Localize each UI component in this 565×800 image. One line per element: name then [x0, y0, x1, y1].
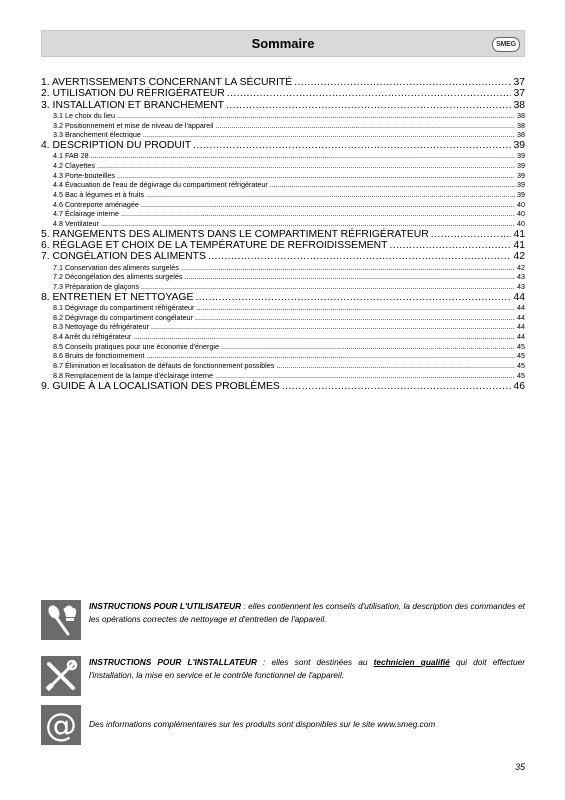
toc-dot-leader: [91, 151, 515, 161]
toc-dot-leader: [146, 190, 515, 200]
installer-instructions-text: [89, 656, 525, 682]
toc-section: [41, 282, 525, 292]
svg-text:@: @: [45, 706, 77, 744]
toc-entry-title: 3.2 Positionnement et mise de niveau de l'appareil: [53, 120, 214, 130]
toc-dot-leader: [227, 88, 512, 99]
web-info-text: Des informations complémentaires sur les produits sont disponibles sur le site www.smeg.com: [89, 719, 436, 729]
tools-icon: [41, 656, 81, 696]
toc-dot-leader: [270, 180, 515, 190]
toc-dot-leader: [195, 313, 515, 323]
at-sign-icon: [41, 705, 81, 745]
toc-dot-leader: [117, 171, 515, 181]
toc-section: [41, 121, 525, 131]
table-of-contents: [41, 77, 525, 392]
toc-entry-title: 9. GUIDE À LA LOCALISATION DES PROBLÈMES: [41, 380, 280, 392]
toc-entry-title: 4.7 Éclairage interne: [53, 209, 119, 219]
toc-page-number: 39: [517, 190, 525, 199]
toc-page-number: 41: [513, 240, 525, 252]
toc-entry-title: 4.1 FAB 28: [53, 151, 89, 161]
toc-section: [41, 342, 525, 352]
toc-entry-title: 4.6 Contreporte aménagée: [53, 199, 139, 209]
toc-entry-title: 8. ENTRETIEN ET NETTOYAGE: [41, 291, 194, 303]
toc-entry-title: 8.3 Nettoyage du réfrigérateur: [53, 322, 149, 332]
toc-chapter: [41, 251, 525, 262]
toc-page-number: 42: [513, 251, 525, 263]
user-instructions-label: INSTRUCTIONS POUR L'UTILISATEUR: [89, 601, 242, 611]
toc-dot-leader: [294, 77, 511, 88]
toc-page-number: 39: [513, 139, 525, 151]
toc-section: [41, 130, 525, 140]
toc-dot-leader: [276, 361, 515, 371]
toc-entry-title: 8.8 Remplacement de la lampe d'éclairage interne: [53, 370, 213, 380]
toc-dot-leader: [141, 282, 515, 292]
toc-page-number: 39: [517, 151, 525, 161]
toc-section: [41, 272, 525, 282]
toc-page-number: 41: [513, 228, 525, 240]
toc-entry-title: 8.5 Conseils pratiques pour une économie d'énergie: [53, 341, 219, 351]
toc-entry-title: 4.2 Clayettes: [53, 160, 95, 170]
toc-page-number: 45: [517, 361, 525, 371]
toc-page-number: 39: [517, 180, 525, 190]
toc-dot-leader: [141, 200, 515, 210]
toc-section: [41, 322, 525, 332]
toc-dot-leader: [193, 140, 511, 151]
toc-dot-leader: [282, 381, 512, 392]
toc-page-number: 38: [513, 99, 525, 111]
toc-entry-title: 8.7 Élimination et localisation de défauts de fonctionnement possibles: [53, 361, 275, 371]
brand-logo: SMEG: [492, 37, 520, 52]
toc-page-number: 42: [517, 262, 525, 272]
toc-chapter: [41, 381, 525, 392]
toc-page-number: 45: [517, 341, 525, 351]
toc-section: [41, 151, 525, 161]
toc-entry-title: 4.3 Porte-bouteilles: [53, 170, 115, 180]
toc-section: [41, 171, 525, 181]
toc-page-number: 39: [517, 170, 525, 180]
toc-page-number: 44: [517, 312, 525, 322]
toc-dot-leader: [97, 161, 515, 171]
toc-entry-title: 4. DESCRIPTION DU PRODUIT: [41, 139, 192, 151]
toc-section: [41, 303, 525, 313]
toc-entry-title: 6. RÉGLAGE ET CHOIX DE LA TEMPÉRATURE DE REFROIDISSEMENT: [41, 240, 388, 252]
user-instructions-desc: : elles contiennent les conseils d'utilisation, la description des commandes et les opérations correctes de nettoyage et d'entretien de l'appareil.: [89, 601, 525, 624]
toc-section: [41, 111, 525, 121]
toc-entry-title: 3.1 Le choix du lieu: [53, 110, 115, 120]
toc-dot-leader: [226, 100, 511, 111]
toc-entry-title: 8.4 Arrêt du réfrigérateur: [53, 332, 132, 342]
toc-page-number: 43: [517, 272, 525, 282]
toc-page-number: 40: [517, 199, 525, 209]
toc-page-number: 38: [517, 120, 525, 130]
toc-page-number: 40: [517, 219, 525, 229]
toc-entry-title: 8.2 Dégivrage du compartiment congélateur: [53, 312, 193, 322]
toc-section: [41, 351, 525, 361]
toc-section: [41, 219, 525, 229]
toc-section: [41, 332, 525, 342]
toc-dot-leader: [208, 251, 511, 262]
toc-chapter: [41, 77, 525, 88]
toc-entry-title: 4.5 Bac à légumes et à fruits: [53, 190, 145, 199]
toc-entry-title: 2. UTILISATION DU RÉFRIGÉRATEUR: [41, 88, 225, 100]
toc-dot-leader: [221, 342, 515, 352]
header-bar: [41, 30, 525, 57]
toc-section: [41, 200, 525, 210]
toc-entry-title: 5. RANGEMENTS DES ALIMENTS DANS LE COMPARTIMENT RÉFRIGÉRATEUR: [41, 228, 429, 240]
toc-dot-leader: [117, 111, 515, 121]
toc-chapter: [41, 100, 525, 111]
toc-page-number: 37: [513, 77, 525, 88]
toc-chapter: [41, 292, 525, 303]
toc-chapter: [41, 88, 525, 99]
toc-page-number: 39: [517, 160, 525, 170]
toc-dot-leader: [389, 240, 511, 251]
toc-dot-leader: [184, 272, 515, 282]
toc-dot-leader: [147, 351, 516, 361]
toc-page-number: 44: [517, 332, 525, 342]
installer-instructions-desc-b: qui doit effectuer l'installation, la mise en service et le contrôle fonctionnel de l'appareil.: [89, 657, 525, 680]
toc-section: [41, 161, 525, 171]
toc-section: [41, 361, 525, 371]
toc-page-number: 45: [517, 370, 525, 380]
toc-section: [41, 180, 525, 190]
toc-dot-leader: [215, 121, 515, 131]
toc-entry-title: 7.1 Conservation des aliments surgelés: [53, 262, 179, 272]
toc-page-number: 45: [517, 351, 525, 361]
toc-section: [41, 209, 525, 219]
toc-dot-leader: [101, 219, 515, 229]
toc-dot-leader: [151, 322, 515, 332]
toc-entry-title: 7.3 Préparation de glaçons: [53, 282, 139, 292]
toc-dot-leader: [215, 371, 515, 381]
toc-page-number: 46: [513, 380, 525, 392]
toc-page-number: 44: [513, 291, 525, 303]
toc-entry-title: 8.6 Bruits de fonctionnement: [53, 351, 145, 361]
toc-page-number: 44: [517, 322, 525, 332]
page-title: Sommaire: [251, 36, 315, 51]
toc-entry-title: 8.1 Dégivrage du compartiment réfrigérateur: [53, 303, 195, 312]
toc-page-number: 37: [513, 88, 525, 100]
toc-dot-leader: [121, 209, 515, 219]
toc-dot-leader: [431, 229, 512, 240]
toc-section: [41, 263, 525, 273]
toc-entry-title: 1. AVERTISSEMENTS CONCERNANT LA SÉCURITÉ: [41, 77, 293, 88]
toc-section: [41, 313, 525, 323]
toc-page-number: 40: [517, 209, 525, 219]
toc-dot-leader: [195, 292, 511, 303]
toc-dot-leader: [196, 303, 515, 313]
qualified-technician-text: technicien qualifié: [373, 657, 450, 667]
toc-chapter: [41, 140, 525, 151]
toc-dot-leader: [143, 130, 515, 140]
toc-dot-leader: [181, 263, 515, 273]
toc-page-number: 38: [517, 110, 525, 120]
page-number: 35: [514, 762, 525, 772]
toc-section: [41, 371, 525, 381]
toc-entry-title: 3.3 Branchement électrique: [53, 130, 141, 140]
installer-instructions-label: INSTRUCTIONS POUR L'INSTALLATEUR: [89, 657, 257, 667]
toc-page-number: 38: [517, 130, 525, 140]
toc-entry-title: 3. INSTALLATION ET BRANCHEMENT: [41, 99, 225, 111]
toc-chapter: [41, 229, 525, 240]
toc-dot-leader: [133, 332, 515, 342]
toc-section: [41, 190, 525, 200]
installer-instructions-desc-a: : elles sont destinées au: [256, 657, 374, 667]
toc-entry-title: 4.8 Ventilateur: [53, 219, 99, 229]
toc-chapter: [41, 240, 525, 251]
user-instructions-text: [89, 600, 525, 626]
chef-spoon-icon: [41, 600, 81, 640]
toc-page-number: 44: [517, 303, 525, 312]
toc-entry-title: 7. CONGÉLATION DES ALIMENTS: [41, 251, 206, 263]
toc-entry-title: 7.2 Décongélation des aliments surgelés: [53, 272, 183, 282]
toc-page-number: 43: [517, 282, 525, 292]
toc-entry-title: 4.4 Évacuation de l'eau de dégivrage du compartiment réfrigérateur: [53, 180, 268, 190]
